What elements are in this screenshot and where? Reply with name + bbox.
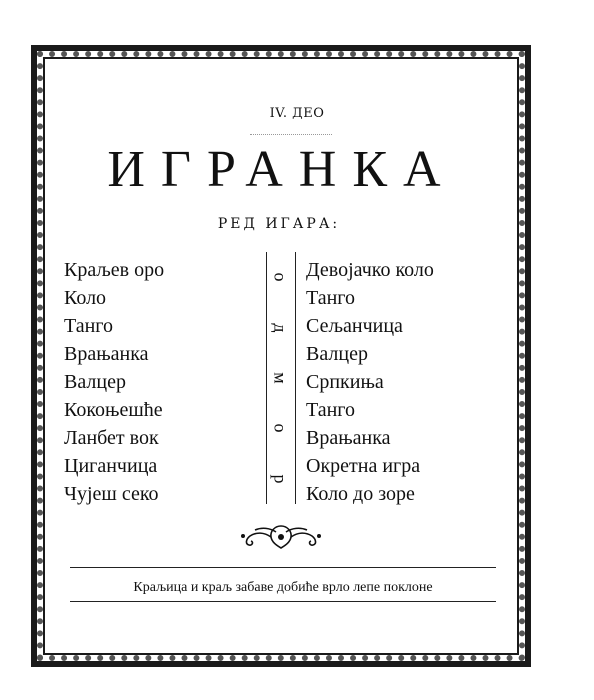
dance-list-left — [64, 256, 164, 508]
dance-item: Ланбет вок — [64, 427, 159, 449]
dance-list-right — [306, 256, 434, 508]
program-subtitle: РЕД ИГАРА: — [217, 216, 341, 232]
part-number: IV. ДЕО — [0, 106, 594, 121]
footer-rule-bottom — [70, 601, 496, 602]
dance-item: Чујеш секо — [64, 483, 159, 505]
dance-item: Окретна игра — [306, 455, 421, 477]
intermission-column — [266, 252, 296, 504]
ornament-icon — [240, 522, 322, 552]
dance-item: Валцер — [64, 371, 126, 393]
page-title: ИГРАНКА — [107, 141, 457, 198]
dance-item: Девојачко коло — [306, 259, 434, 281]
intermission-letter: о — [270, 272, 291, 282]
footer-rule-top — [70, 567, 496, 568]
dance-item: Српкиња — [306, 371, 384, 393]
dance-item: Циганчица — [64, 455, 158, 477]
dance-item: Кокоњешће — [64, 399, 163, 421]
dance-item: Танго — [306, 399, 356, 421]
footer-note: Краљица и краљ забаве добиће врло лепе поклоне — [133, 580, 433, 595]
intermission-letter: р — [270, 474, 291, 484]
intermission-letter: о — [270, 423, 291, 433]
dance-item: Врањанка — [306, 427, 391, 449]
dance-item: Танго — [306, 287, 356, 309]
dance-item: Танго — [64, 315, 114, 337]
intermission-letter: м — [270, 372, 291, 384]
dance-item: Коло до зоре — [306, 483, 415, 505]
dance-item: Валцер — [306, 343, 368, 365]
dance-item: Краљев оро — [64, 259, 165, 281]
dance-item: Сељанчица — [306, 315, 403, 337]
dance-item: Коло — [64, 287, 107, 309]
intermission-word — [267, 252, 294, 504]
dance-item: Врањанка — [64, 343, 149, 365]
intermission-letter: д — [270, 322, 291, 333]
